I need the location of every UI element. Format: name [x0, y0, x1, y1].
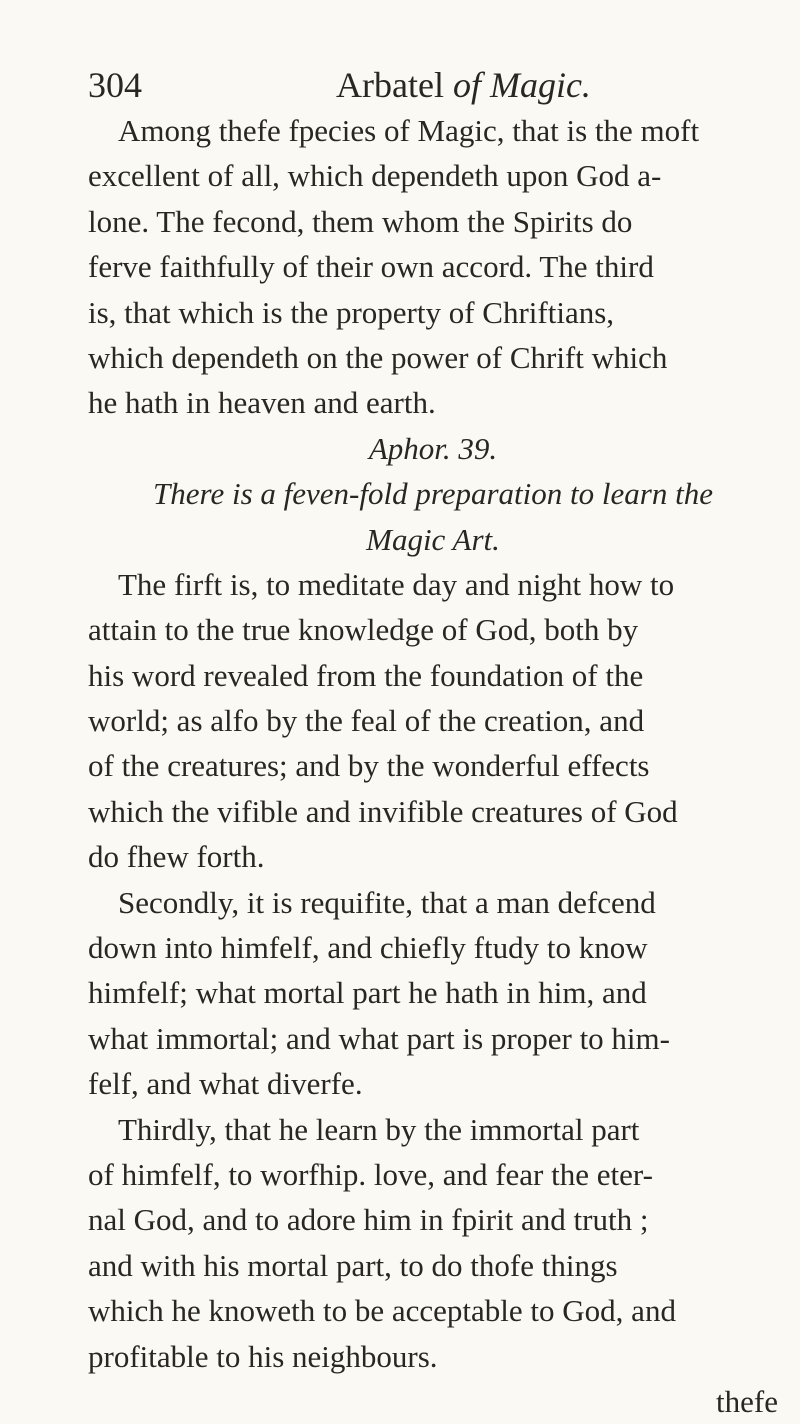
text-line: Among thefe fpecies of Magic, that is the moft [118, 113, 700, 148]
text-line: Secondly, it is requifite, that a man defcend [118, 884, 656, 920]
text-line: himfelf; what mortal part he hath in him, and [88, 975, 647, 1011]
running-title-roman: Arbatel [336, 65, 444, 105]
text-line: down into himfelf, and chiefly ftudy to know [88, 930, 648, 966]
text-line: profitable to his neighbours. [88, 1338, 438, 1374]
text-line: Thirdly, that he learn by the immortal part [118, 1111, 640, 1147]
text-line: of the creatures; and by the wonderful effects [88, 748, 650, 784]
text-line: which the vifible and invifible creatures of God [88, 793, 678, 829]
text-line: of himfelf, to worfhip. love, and fear the eter- [88, 1156, 653, 1192]
text-line: is, that which is the property of Chriftians, [88, 294, 615, 330]
text-line: excellent of all, which dependeth upon God a- [88, 158, 662, 194]
text-line: The firft is, to meditate day and night how to [118, 566, 675, 602]
aphorism-heading: Aphor. 39. [368, 430, 498, 466]
catchword: thefe [716, 1383, 778, 1419]
running-title [336, 62, 591, 108]
running-title-italic: of Magic. [452, 65, 591, 105]
text-line: his word revealed from the foundation of the [88, 657, 644, 693]
text-line: do fhew forth. [88, 839, 265, 875]
text-line: attain to the true knowledge of God, both by [88, 612, 639, 648]
text-line: which he knoweth to be acceptable to God, and [88, 1293, 676, 1329]
aphorism-title: There is a feven-fold preparation to learn the [153, 476, 713, 512]
text-line: nal God, and to adore him in fpirit and truth ; [88, 1202, 649, 1238]
text-line: felf, and what diverfe. [88, 1066, 363, 1102]
page-header [88, 62, 768, 108]
text-line: and with his mortal part, to do thofe things [88, 1247, 618, 1283]
text-line: ferve faithfully of their own accord. The third [88, 249, 654, 285]
text-line: what immortal; and what part is proper to him- [88, 1020, 670, 1056]
text-line: which dependeth on the power of Chrift which [88, 339, 668, 375]
aphorism-title: Magic Art. [366, 521, 500, 557]
page-number: 304 [88, 65, 142, 105]
text-line: world; as alfo by the feal of the creation, and [88, 703, 645, 739]
text-line: lone. The fecond, them whom the Spirits do [88, 203, 633, 239]
page-body [88, 108, 778, 1424]
text-line: he hath in heaven and earth. [88, 385, 436, 421]
